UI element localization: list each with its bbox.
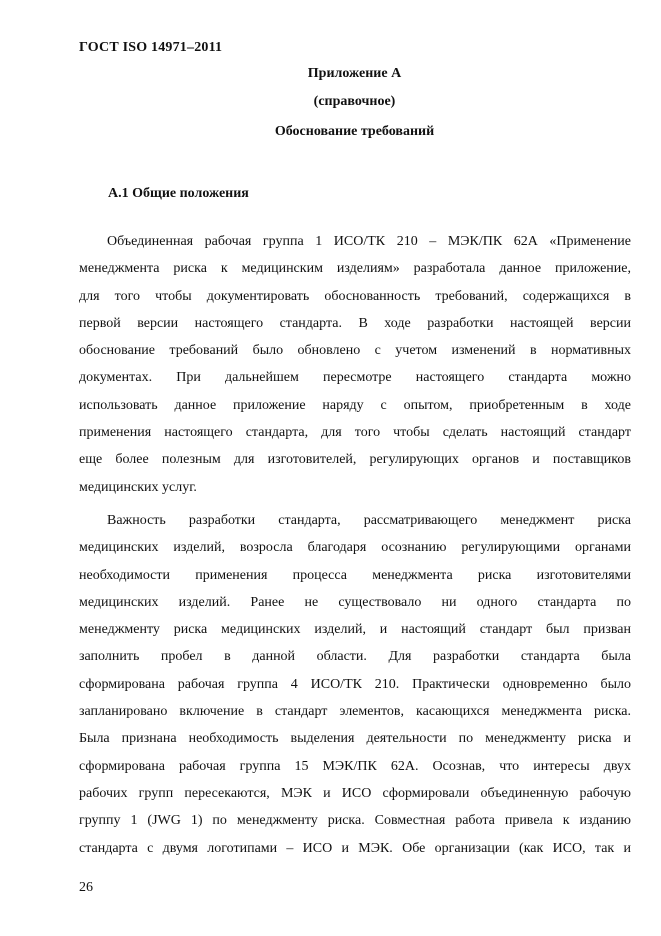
paragraph-line: Была признана необходимость выделения деятельности по менеджменту риска и [79,731,631,747]
paragraph-line: запланировано включение в стандарт элементов, касающихся менеджмента риска. [79,704,631,720]
appendix-heading: Обоснование требований [274,124,435,139]
paragraph-line: Важность разработки стандарта, рассматривающего менеджмент риска [107,513,631,528]
appendix-note: (справочное) [313,94,396,109]
paragraph-line: сформирована рабочая группа 15 МЭК/ПК 62А. Осознав, что интересы двух [79,758,631,774]
appendix-title: Приложение А [307,66,402,81]
paragraph-line: необходимости применения процесса менеджмента риска изготовителями [79,567,631,583]
paragraph-line: Объединенная рабочая группа 1 ИСО/ТК 210 – МЭК/ПК 62А «Применение [107,234,631,249]
paragraph-1 [79,233,631,506]
document-header: ГОСТ ISO 14971–2011 [79,40,223,55]
paragraph-line: заполнить пробел в данной области. Для разработки стандарта была [79,649,631,665]
page-number: 26 [79,880,93,895]
section-heading: А.1 Общие положения [108,186,249,201]
paragraph-line: для того чтобы документировать обоснованность требований, содержащихся в [79,288,631,304]
paragraph-line: использовать данное приложение наряду с опытом, приобретенным в ходе [79,397,631,413]
paragraph-line: менеджмента риска к медицинским изделиям» разработала данное приложение, [79,261,631,277]
paragraph-2 [79,512,631,867]
paragraph-line: медицинских услуг. [79,479,197,495]
paragraph-line: первой версии настоящего стандарта. В ходе разработки настоящей версии [79,315,631,331]
paragraph-line: менеджменту риска медицинских изделий, и настоящий стандарт был призван [79,622,631,638]
paragraph-line: документах. При дальнейшем пересмотре настоящего стандарта можно [79,370,631,386]
paragraph-line: обоснование требований было обновлено с учетом изменений в нормативных [79,343,631,359]
paragraph-line: медицинских изделий, возросла благодаря осознанию регулирующими органами [79,540,631,556]
paragraph-line: медицинских изделий. Ранее не существовало ни одного стандарта по [79,594,631,610]
paragraph-line: применения настоящего стандарта, для того чтобы сделать настоящий стандарт [79,425,631,441]
paragraph-line: стандарта с двумя логотипами – ИСО и МЭК. Обе организации (как ИСО, так и [79,840,631,856]
paragraph-line: группу 1 (JWG 1) по менеджменту риска. Совместная работа привела к изданию [79,813,631,829]
paragraph-line: рабочих групп пересекаются, МЭК и ИСО сформировали объединенную рабочую [79,785,631,801]
paragraph-line: еще более полезным для изготовителей, регулирующих органов и поставщиков [79,452,631,468]
paragraph-line: сформирована рабочая группа 4 ИСО/ТК 210. Практически одновременно было [79,676,631,692]
